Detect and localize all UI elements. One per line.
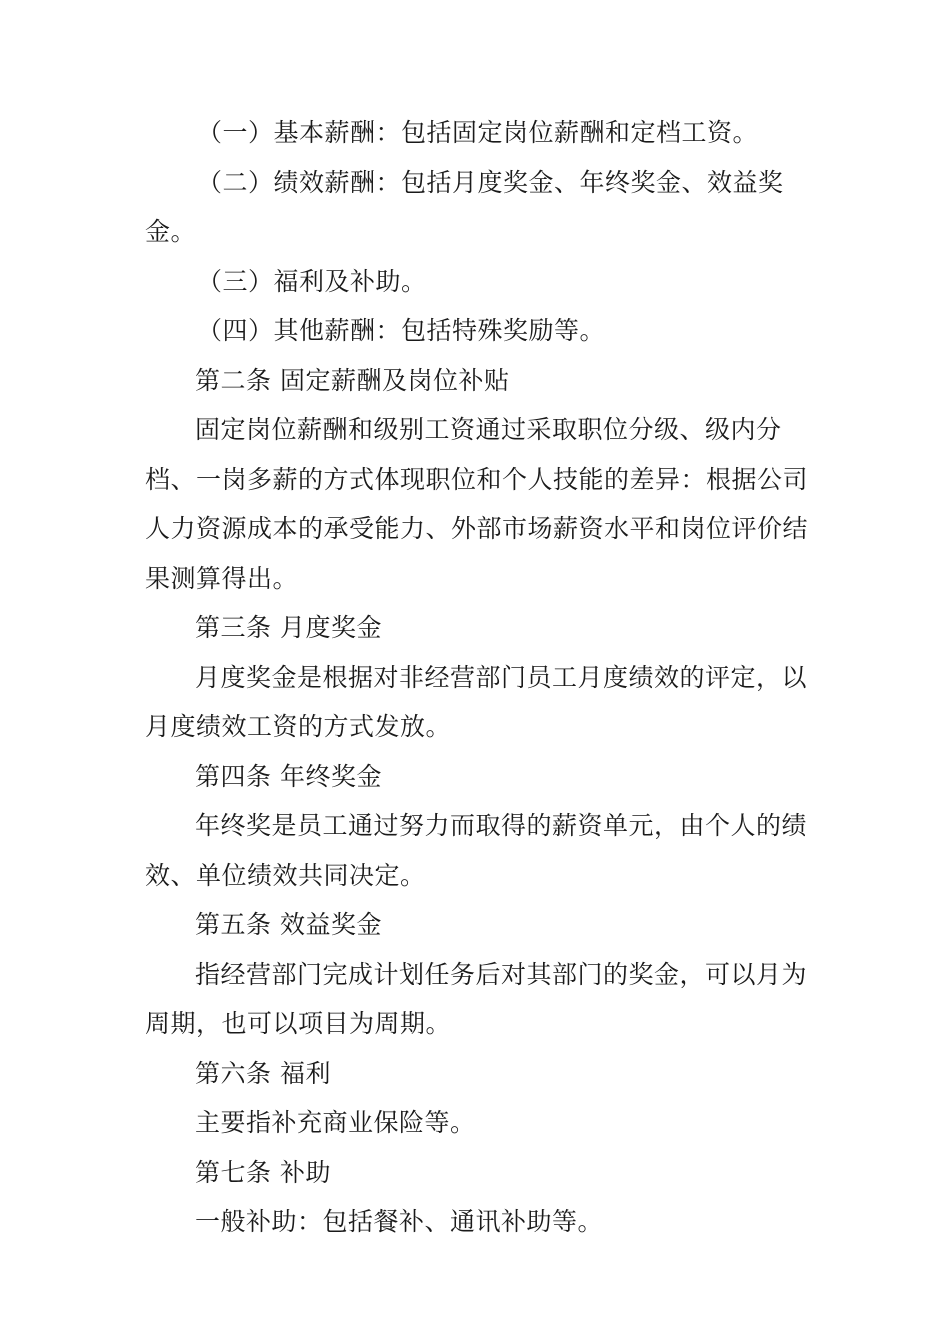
article-body-4: 年终奖是员工通过努力而取得的薪资单元，由个人的绩效、单位绩效共同决定。 (145, 811, 808, 890)
article-body-7: 一般补助：包括餐补、通讯补助等。 (195, 1207, 604, 1236)
list-item-basic-pay: （一）基本薪酬：包括固定岗位薪酬和定档工资。 (197, 118, 759, 147)
article-heading-2: 第二条 固定薪酬及岗位补贴 (195, 365, 510, 395)
article-heading-4: 第四条 年终奖金 (195, 761, 382, 791)
list-item-other-pay: （四）其他薪酬：包括特殊奖励等。 (197, 316, 606, 345)
article-heading-6: 第六条 福利 (195, 1058, 331, 1088)
article-heading-3: 第三条 月度奖金 (195, 613, 382, 642)
list-item-welfare: （三）福利及补助。 (197, 266, 427, 296)
article-body-5: 指经营部门完成计划任务后对其部门的奖金，可以月为周期，也可以项目为周期。 (145, 959, 808, 1038)
article-body-3: 月度奖金是根据对非经营部门员工月度绩效的评定，以月度绩效工资的方式发放。 (145, 662, 808, 741)
article-body-6: 主要指补充商业保险等。 (195, 1108, 476, 1137)
article-heading-7: 第七条 补助 (195, 1157, 331, 1187)
article-heading-5: 第五条 效益奖金 (195, 910, 382, 939)
list-item-performance-pay: （二）绩效薪酬：包括月度奖金、年终奖金、效益奖金。 (145, 167, 784, 246)
document-page (145, 108, 815, 1247)
article-body-2: 固定岗位薪酬和级别工资通过采取职位分级、级内分档、一岗多薪的方式体现职位和个人技能的差异：根据公司人力资源成本的承受能力、外部市场薪资水平和岗位评价结果测算得出。 (145, 415, 809, 593)
